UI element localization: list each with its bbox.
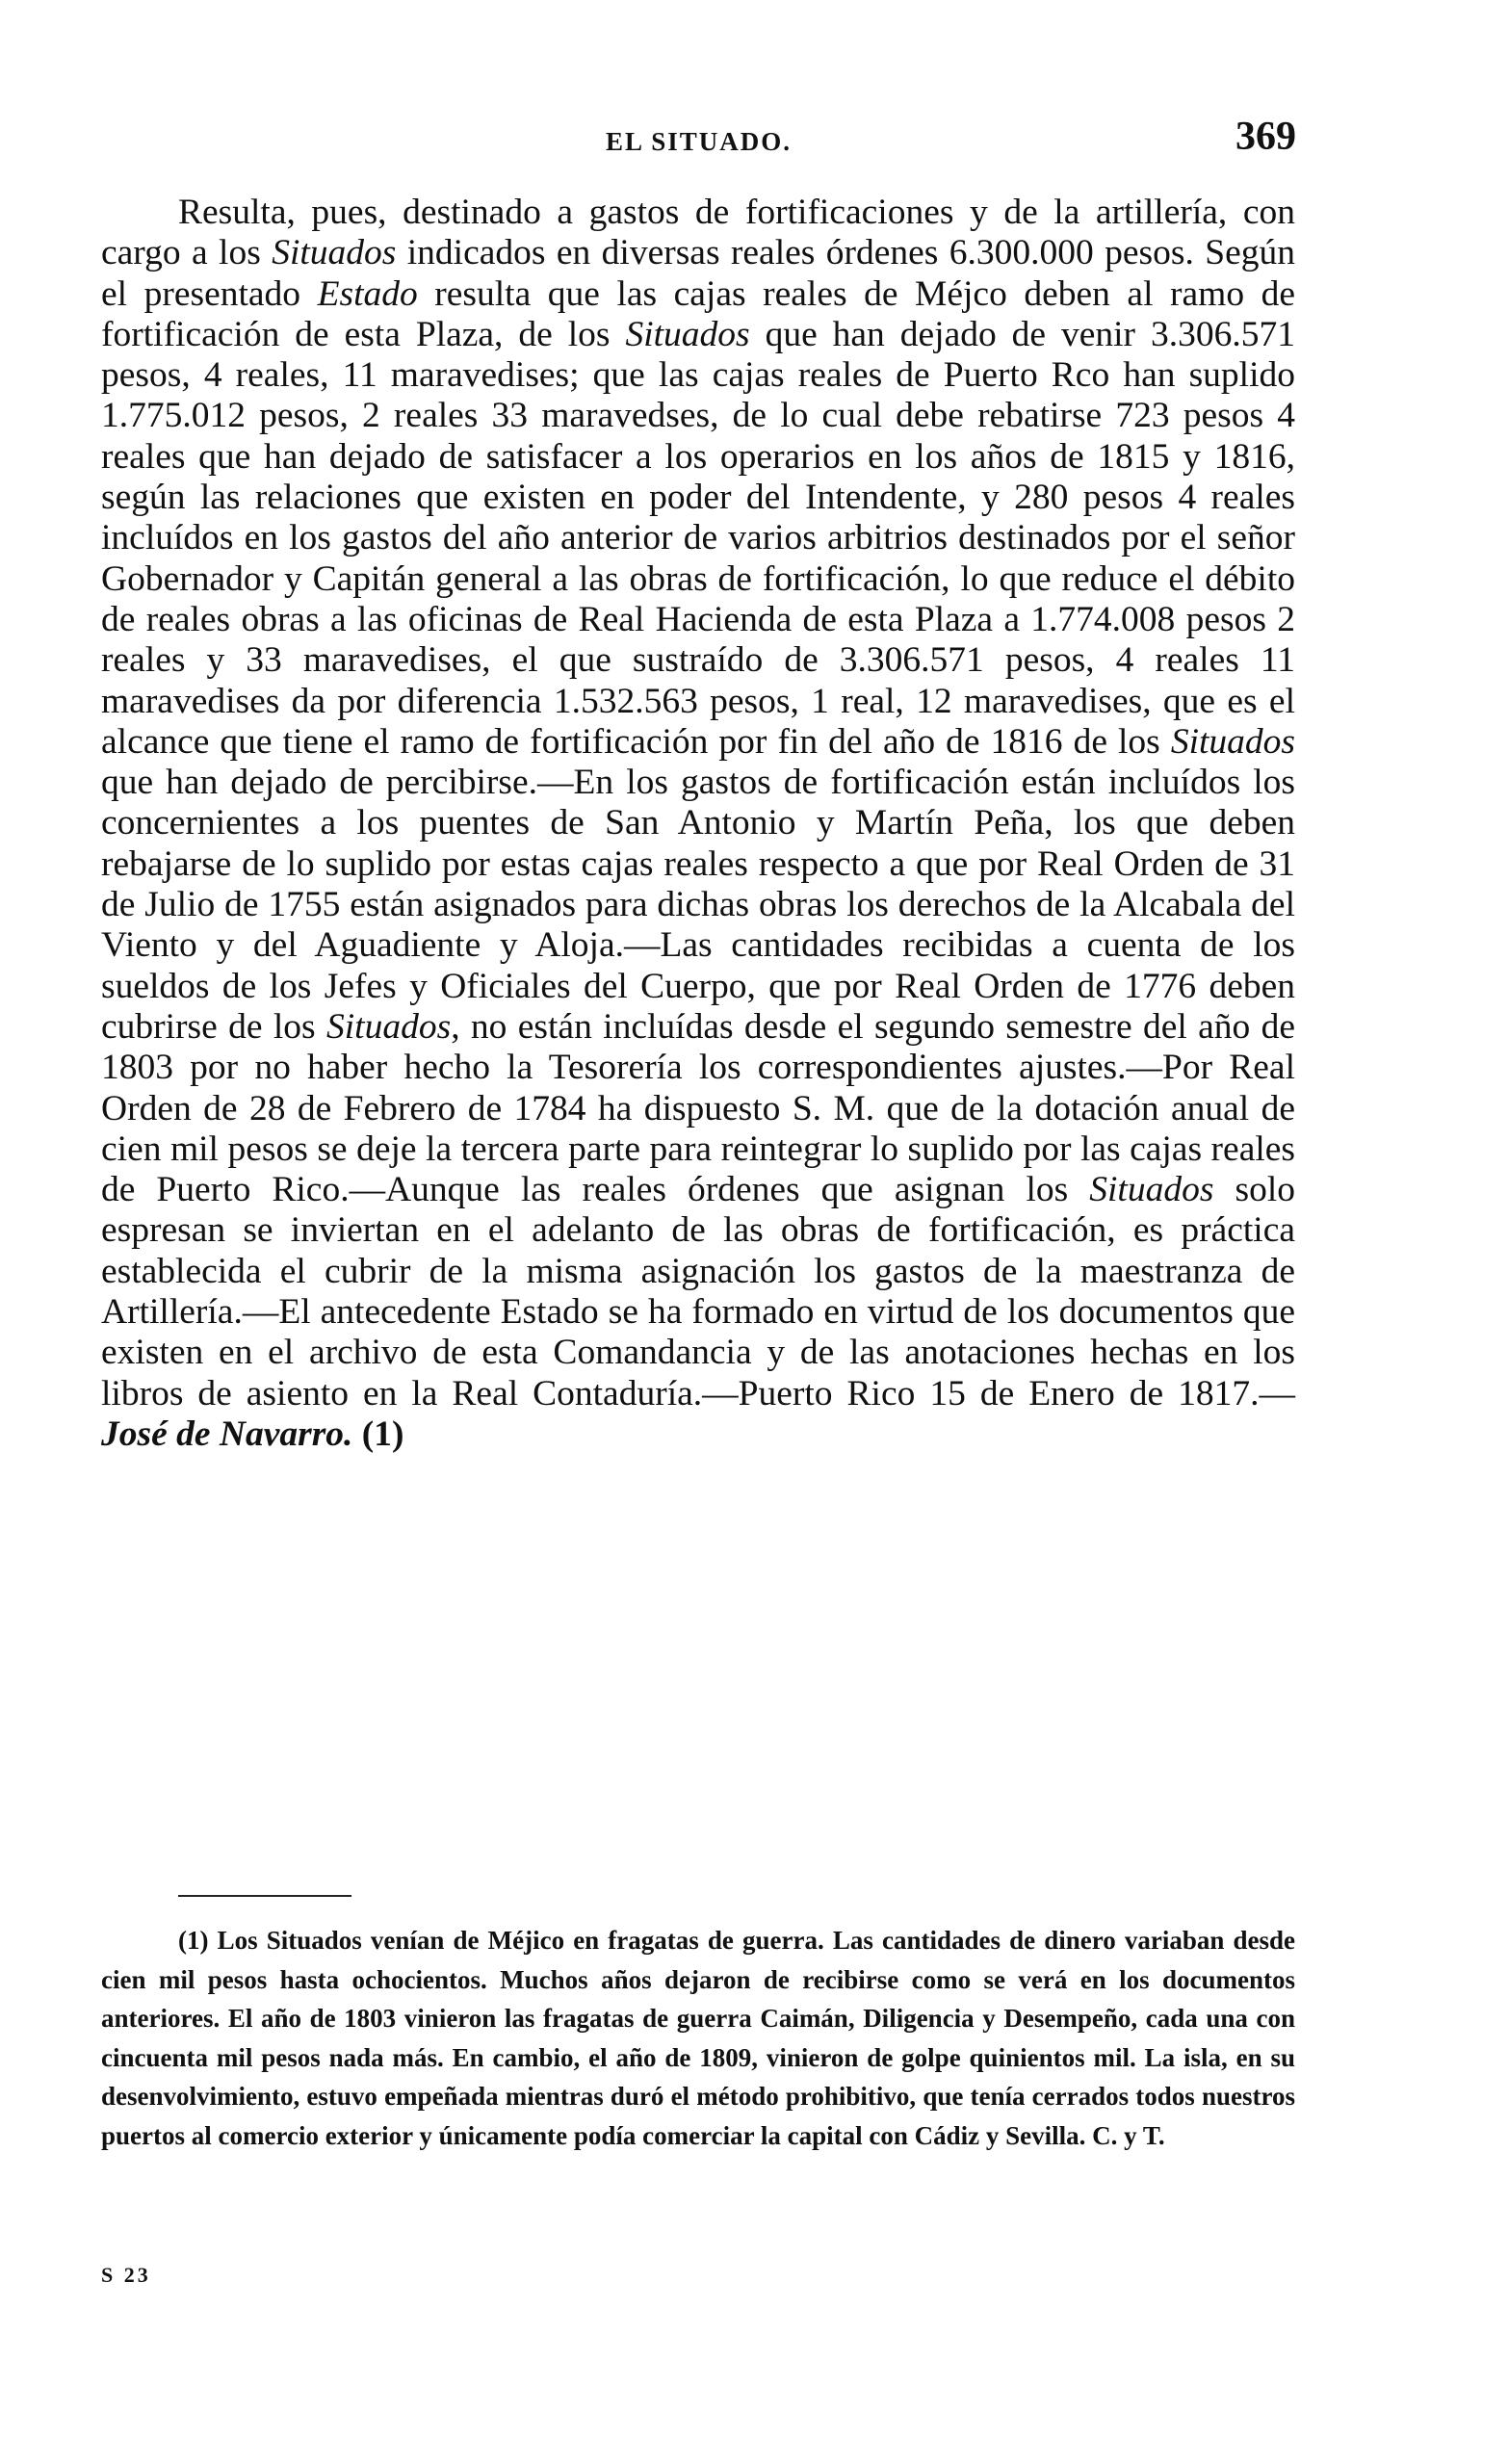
running-title: EL SITUADO.	[605, 127, 793, 156]
running-head	[101, 114, 1296, 171]
italic-term: Situados	[625, 314, 750, 354]
italic-term: Situados	[1089, 1170, 1214, 1210]
signature-name: José de Navarro.	[101, 1414, 353, 1454]
footnote-text: (1) Los Situados venían de Méjico en fragatas de guerra. Las cantidades de dinero variaban desde cien mil pesos hasta ochocientos. Muchos años dejaron de recibirse como se verá en los documentos anteriores. El año de 1803 vinieron las fragatas de guerra Caimán, Diligencia y Desempeño, cada una con cincuenta mil pesos nada más. En cambio, el año de 1809, vinieron de golpe quinientos mil. La isla, en su desenvolvimiento, estuvo empeñada mientras duró el método prohibitivo, que tenía cerrados todos nuestros puertos al comercio exterior y únicamente podía comerciar la capital con Cádiz y Sevilla. C. y T.	[101, 1926, 1295, 2150]
italic-term: Situados	[1170, 721, 1295, 762]
body-text	[101, 193, 1295, 1455]
text-segment: solo espresan se inviertan en el adelanto de las obras de fortificación, es práctica establecida el cubrir de la misma asignación los gastos de la maestranza de Artillería.—El antecedente Estado se ha formado en virtud de los documentos que existen en el archivo de esta Comandancia y de las anotaciones hechas en los libros de asiento en la Real Contaduría.—Puerto Rico 15 de Enero de 1817.—	[101, 1170, 1295, 1414]
printer-signature-mark: S 23	[101, 2263, 151, 2287]
page-number: 369	[1235, 115, 1296, 159]
footnote	[101, 1921, 1295, 2155]
main-paragraph	[101, 193, 1295, 1455]
italic-term: Estado	[317, 273, 418, 314]
text-segment: que han dejado de venir 3.306.571 pesos, 4 reales, 11 maravedises; que las cajas reales de Puerto Rco han suplido 1.775.012 pesos, 2 reales 33 maravedses, de lo cual debe rebatirse 723 pesos 4 reales que han dejado de satisfacer a los operarios en los años de 1815 y 1816, según las relaciones que existen en poder del Intendente, y 280 pesos 4 reales incluídos en los gastos del año anterior de varios arbitrios destinados por el señor Gobernador y Capitán general a las obras de fortificación, lo que reduce el débito de reales obras a las oficinas de Real Hacienda de esta Plaza a 1.774.008 pesos 2 reales y 33 maravedises, el que sustraído de 3.306.571 pesos, 4 reales 11 maravedises da por diferencia 1.532.563 pesos, 1 real, 12 maravedises, que es el alcance que tiene el ramo de fortificación por fin del año de 1816 de los	[101, 314, 1295, 762]
text-segment: indicados en diversas reales órdenes 6.300.000 pesos. Según el presentado	[101, 233, 1295, 314]
footnote-divider	[178, 1895, 351, 1897]
text-segment: que han dejado de percibirse.—En los gastos de fortificación están incluídos los concernientes a los puentes de San Antonio y Martín Peña, los que deben rebajarse de lo suplido por estas cajas reales respecto a que por Real Orden de 31 de Julio de 1755 están asignados para dichas obras los derechos de la Alcabala del Viento y del Aguadiente y Aloja.—Las cantidades recibidas a cuenta de los sueldos de los Jefes y Oficiales del Cuerpo, que por Real Orden de 1776 deben cubrirse de los	[101, 763, 1295, 1047]
footnote-reference: (1)	[352, 1414, 404, 1454]
text-segment: resulta que las cajas reales de Méjco deben al ramo de fortificación de esta Plaza, de los	[101, 273, 1295, 354]
italic-term: Situados	[272, 233, 397, 273]
text-segment: Resulta, pues, destinado a gastos de fortificaciones y de la artillería, con cargo a los	[101, 193, 1295, 273]
italic-term: Situados	[326, 1006, 452, 1047]
text-segment: , no están incluídas desde el segundo semestre del año de 1803 por no haber hecho la Tesorería los correspondientes ajustes.—Por Real Orden de 28 de Febrero de 1784 ha dispuesto S. M. que de la dotación anual de cien mil pesos se deje la tercera parte para reintegrar lo suplido por las cajas reales de Puerto Rico.—Aunque las reales órdenes que asignan los	[101, 1006, 1296, 1210]
